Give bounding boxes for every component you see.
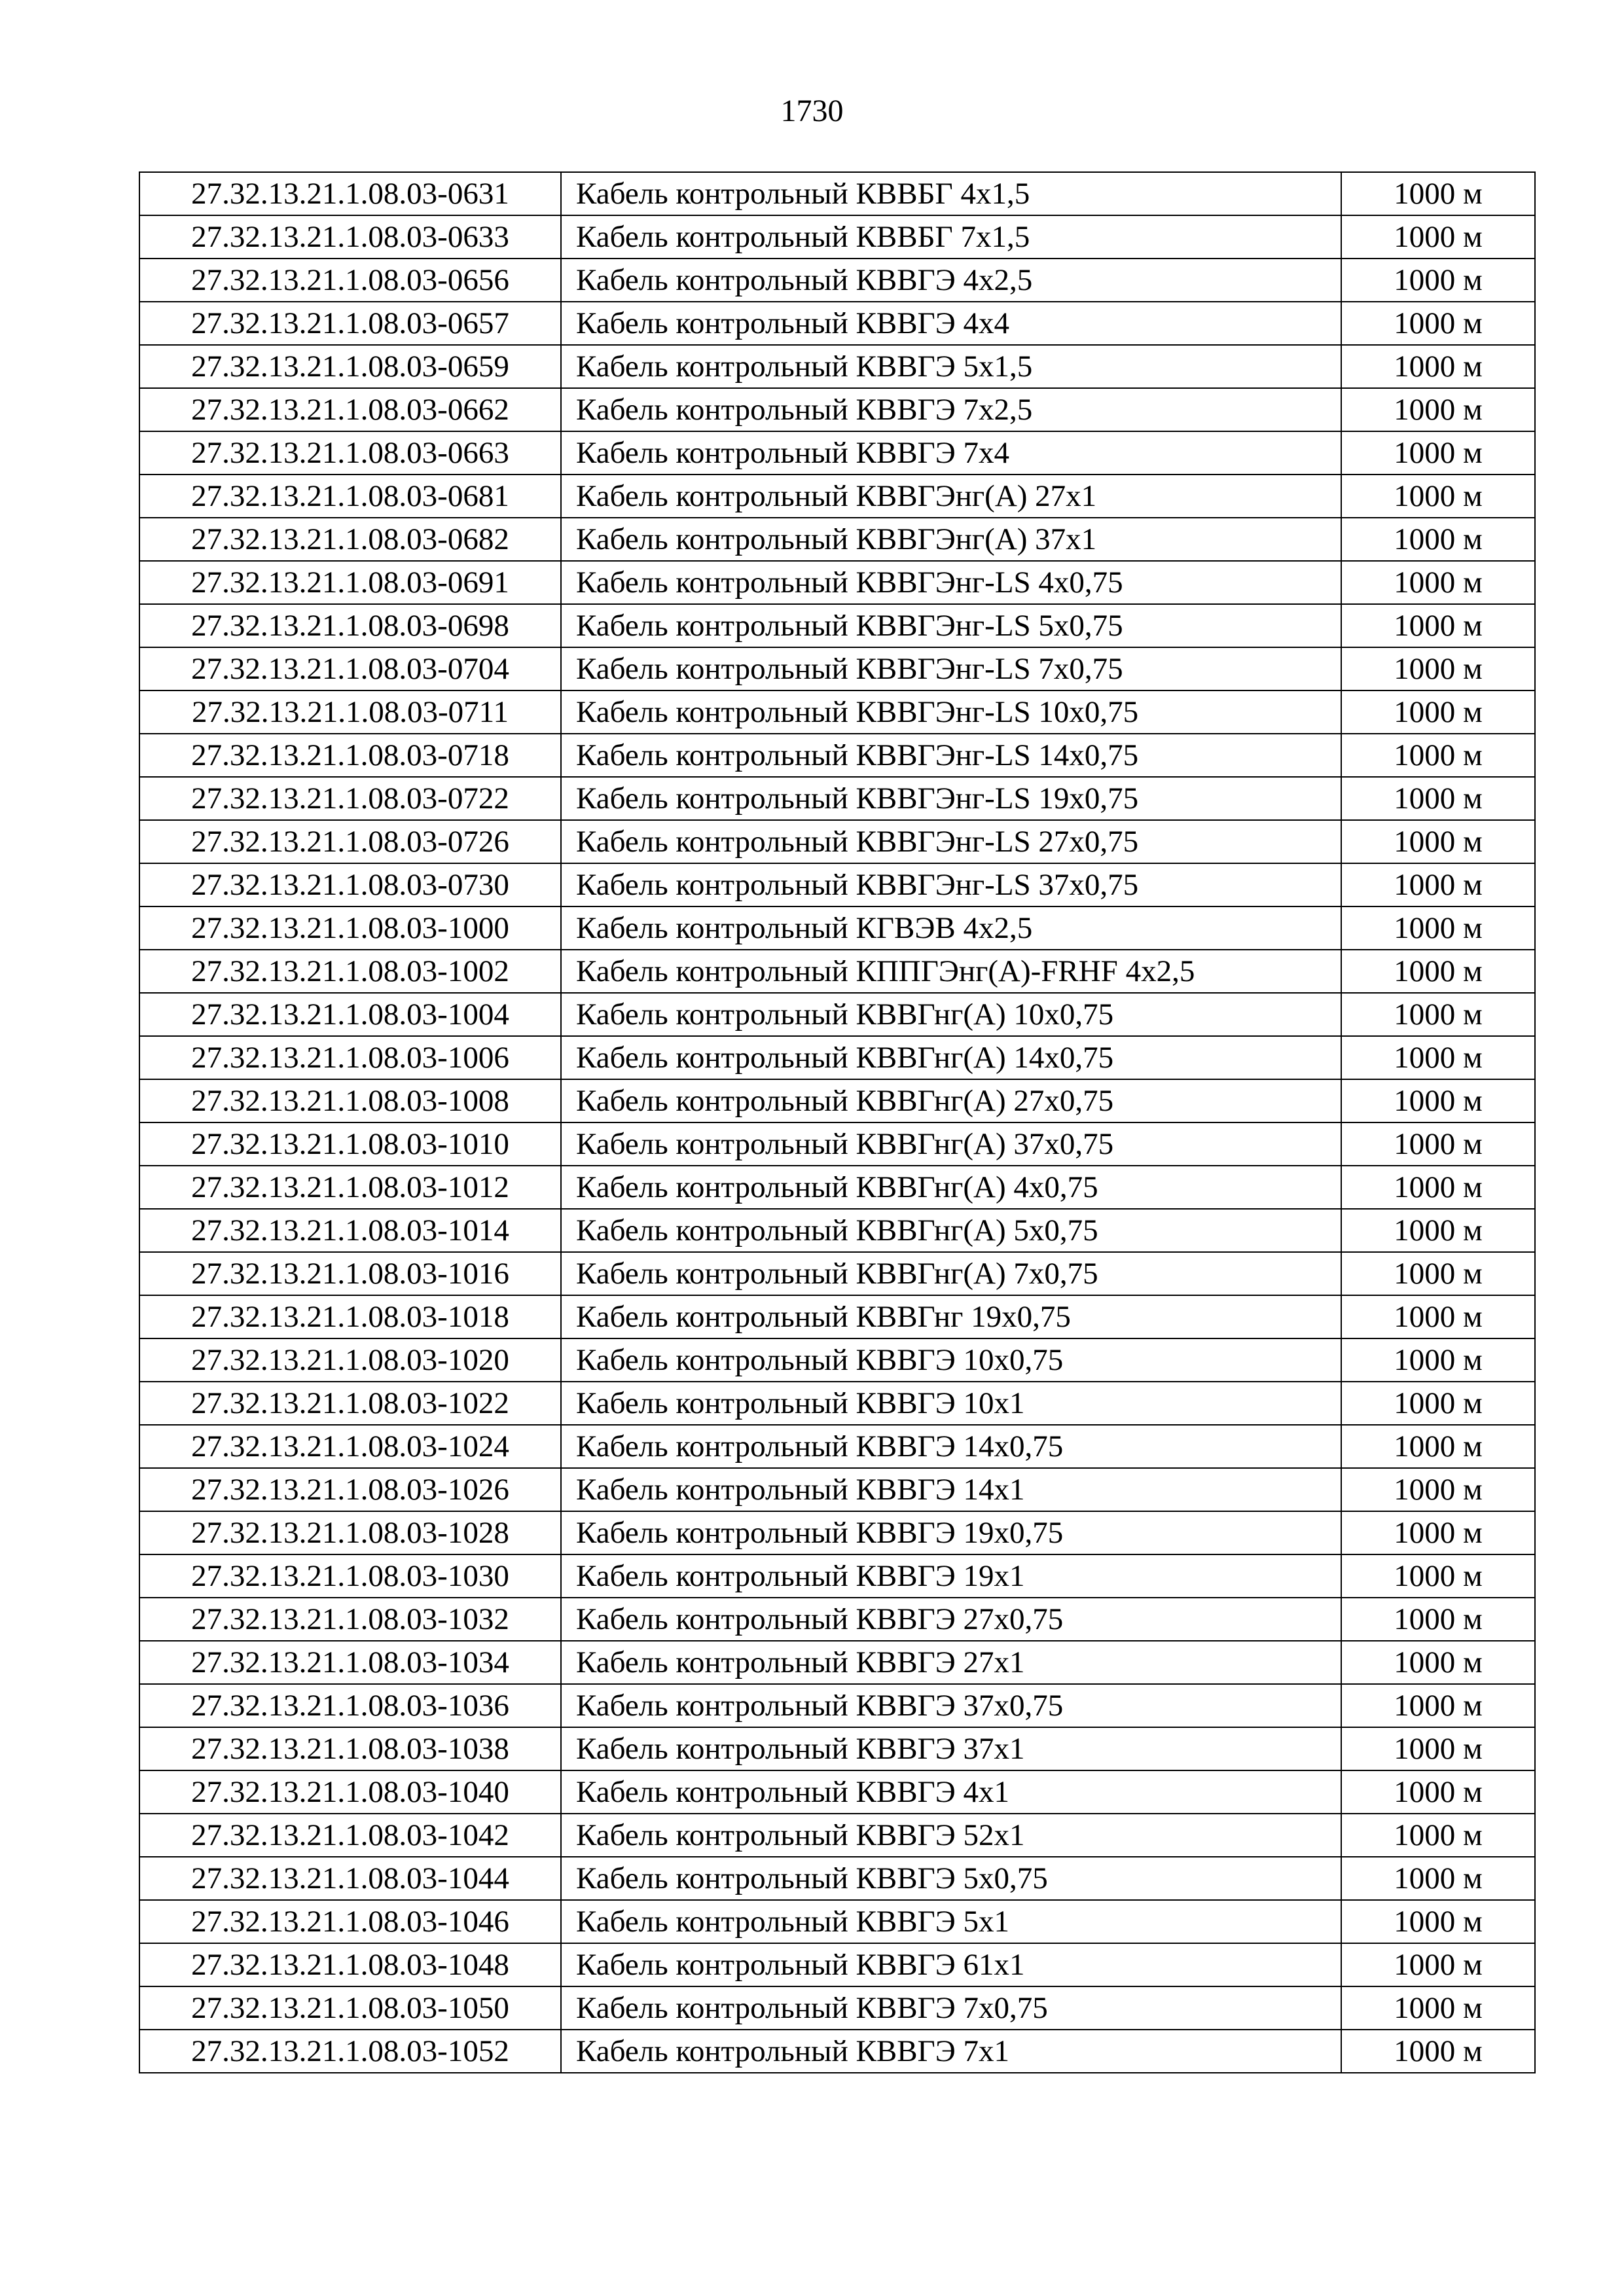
- row-unit: 1000 м: [1341, 906, 1535, 950]
- table-row: [139, 431, 1535, 475]
- row-code: 27.32.13.21.1.08.03-0711: [139, 691, 561, 734]
- table-row: [139, 518, 1535, 561]
- row-code: 27.32.13.21.1.08.03-1034: [139, 1641, 561, 1684]
- row-code: 27.32.13.21.1.08.03-0722: [139, 777, 561, 820]
- table-row: [139, 604, 1535, 647]
- row-name: Кабель контрольный КВВБГ 4х1,5: [561, 172, 1341, 215]
- row-name: Кабель контрольный КВВГЭнг-LS 7х0,75: [561, 647, 1341, 691]
- table-row: [139, 863, 1535, 906]
- table-row: [139, 820, 1535, 863]
- row-unit: 1000 м: [1341, 820, 1535, 863]
- row-name: Кабель контрольный КВВГЭ 37х0,75: [561, 1684, 1341, 1727]
- table-row: [139, 647, 1535, 691]
- table-row: [139, 561, 1535, 604]
- row-code: 27.32.13.21.1.08.03-1002: [139, 950, 561, 993]
- table-row: [139, 1857, 1535, 1900]
- row-name: Кабель контрольный КППГЭнг(А)-FRHF 4х2,5: [561, 950, 1341, 993]
- table-row: [139, 734, 1535, 777]
- row-name: Кабель контрольный КВВГЭ 27х1: [561, 1641, 1341, 1684]
- row-unit: 1000 м: [1341, 777, 1535, 820]
- row-name: Кабель контрольный КГВЭВ 4х2,5: [561, 906, 1341, 950]
- row-name: Кабель контрольный КВВГнг(А) 37х0,75: [561, 1122, 1341, 1166]
- row-name: Кабель контрольный КВВГЭ 27х0,75: [561, 1598, 1341, 1641]
- row-name: Кабель контрольный КВВГЭнг(А) 37х1: [561, 518, 1341, 561]
- table-row: [139, 1770, 1535, 1814]
- row-code: 27.32.13.21.1.08.03-1024: [139, 1425, 561, 1468]
- row-name: Кабель контрольный КВВГЭ 10х1: [561, 1382, 1341, 1425]
- table-row: [139, 1295, 1535, 1338]
- row-name: Кабель контрольный КВВГЭ 7х2,5: [561, 388, 1341, 431]
- row-unit: 1000 м: [1341, 345, 1535, 388]
- row-name: Кабель контрольный КВВГЭнг(А) 27х1: [561, 475, 1341, 518]
- row-code: 27.32.13.21.1.08.03-0663: [139, 431, 561, 475]
- row-code: 27.32.13.21.1.08.03-1050: [139, 1986, 561, 2030]
- table-row: [139, 1252, 1535, 1295]
- row-code: 27.32.13.21.1.08.03-0704: [139, 647, 561, 691]
- table-row: [139, 1641, 1535, 1684]
- row-unit: 1000 м: [1341, 1122, 1535, 1166]
- row-unit: 1000 м: [1341, 172, 1535, 215]
- row-code: 27.32.13.21.1.08.03-1016: [139, 1252, 561, 1295]
- table-row: [139, 1684, 1535, 1727]
- row-code: 27.32.13.21.1.08.03-1028: [139, 1511, 561, 1554]
- row-code: 27.32.13.21.1.08.03-1018: [139, 1295, 561, 1338]
- row-unit: 1000 м: [1341, 734, 1535, 777]
- row-code: 27.32.13.21.1.08.03-1008: [139, 1079, 561, 1122]
- table-row: [139, 1598, 1535, 1641]
- table-body: [139, 172, 1535, 2073]
- row-code: 27.32.13.21.1.08.03-1048: [139, 1943, 561, 1986]
- table-row: [139, 950, 1535, 993]
- table-row: [139, 906, 1535, 950]
- row-name: Кабель контрольный КВВГЭ 7х4: [561, 431, 1341, 475]
- row-unit: 1000 м: [1341, 1295, 1535, 1338]
- row-unit: 1000 м: [1341, 431, 1535, 475]
- row-unit: 1000 м: [1341, 1770, 1535, 1814]
- table-row: [139, 1986, 1535, 2030]
- row-code: 27.32.13.21.1.08.03-1006: [139, 1036, 561, 1079]
- row-code: 27.32.13.21.1.08.03-1052: [139, 2030, 561, 2073]
- row-name: Кабель контрольный КВВГнг(А) 7х0,75: [561, 1252, 1341, 1295]
- table-row: [139, 302, 1535, 345]
- row-name: Кабель контрольный КВВГЭнг-LS 5х0,75: [561, 604, 1341, 647]
- row-unit: 1000 м: [1341, 302, 1535, 345]
- row-code: 27.32.13.21.1.08.03-1030: [139, 1554, 561, 1598]
- row-code: 27.32.13.21.1.08.03-1046: [139, 1900, 561, 1943]
- row-unit: 1000 м: [1341, 691, 1535, 734]
- row-code: 27.32.13.21.1.08.03-1022: [139, 1382, 561, 1425]
- row-name: Кабель контрольный КВВГЭнг-LS 19х0,75: [561, 777, 1341, 820]
- table-row: [139, 475, 1535, 518]
- row-name: Кабель контрольный КВВГнг(А) 14х0,75: [561, 1036, 1341, 1079]
- row-unit: 1000 м: [1341, 259, 1535, 302]
- row-unit: 1000 м: [1341, 1943, 1535, 1986]
- row-code: 27.32.13.21.1.08.03-0657: [139, 302, 561, 345]
- row-unit: 1000 м: [1341, 1814, 1535, 1857]
- row-unit: 1000 м: [1341, 1641, 1535, 1684]
- row-name: Кабель контрольный КВВГЭ 4х4: [561, 302, 1341, 345]
- row-code: 27.32.13.21.1.08.03-0681: [139, 475, 561, 518]
- row-name: Кабель контрольный КВВГнг 19х0,75: [561, 1295, 1341, 1338]
- row-unit: 1000 м: [1341, 1252, 1535, 1295]
- row-code: 27.32.13.21.1.08.03-1040: [139, 1770, 561, 1814]
- row-unit: 1000 м: [1341, 1554, 1535, 1598]
- table-row: [139, 993, 1535, 1036]
- row-name: Кабель контрольный КВВГЭ 14х0,75: [561, 1425, 1341, 1468]
- row-unit: 1000 м: [1341, 1511, 1535, 1554]
- row-code: 27.32.13.21.1.08.03-1010: [139, 1122, 561, 1166]
- row-unit: 1000 м: [1341, 215, 1535, 259]
- row-code: 27.32.13.21.1.08.03-1020: [139, 1338, 561, 1382]
- row-name: Кабель контрольный КВВГЭ 5х1,5: [561, 345, 1341, 388]
- table-row: [139, 1382, 1535, 1425]
- row-code: 27.32.13.21.1.08.03-1038: [139, 1727, 561, 1770]
- row-name: Кабель контрольный КВВГЭнг-LS 14х0,75: [561, 734, 1341, 777]
- table-row: [139, 172, 1535, 215]
- table-row: [139, 1943, 1535, 1986]
- row-code: 27.32.13.21.1.08.03-1042: [139, 1814, 561, 1857]
- table-row: [139, 1425, 1535, 1468]
- row-code: 27.32.13.21.1.08.03-0631: [139, 172, 561, 215]
- row-code: 27.32.13.21.1.08.03-1036: [139, 1684, 561, 1727]
- table-row: [139, 1511, 1535, 1554]
- row-name: Кабель контрольный КВВГЭ 61х1: [561, 1943, 1341, 1986]
- row-code: 27.32.13.21.1.08.03-1004: [139, 993, 561, 1036]
- row-unit: 1000 м: [1341, 2030, 1535, 2073]
- row-code: 27.32.13.21.1.08.03-0659: [139, 345, 561, 388]
- row-unit: 1000 м: [1341, 1036, 1535, 1079]
- row-code: 27.32.13.21.1.08.03-1026: [139, 1468, 561, 1511]
- table-row: [139, 1079, 1535, 1122]
- row-name: Кабель контрольный КВВГЭ 19х0,75: [561, 1511, 1341, 1554]
- table-row: [139, 1814, 1535, 1857]
- row-code: 27.32.13.21.1.08.03-0726: [139, 820, 561, 863]
- row-unit: 1000 м: [1341, 950, 1535, 993]
- row-unit: 1000 м: [1341, 1857, 1535, 1900]
- row-name: Кабель контрольный КВВГЭ 5х1: [561, 1900, 1341, 1943]
- row-name: Кабель контрольный КВВГЭ 14х1: [561, 1468, 1341, 1511]
- resource-table: [139, 171, 1536, 2073]
- row-code: 27.32.13.21.1.08.03-0698: [139, 604, 561, 647]
- row-name: Кабель контрольный КВВГЭ 10х0,75: [561, 1338, 1341, 1382]
- row-code: 27.32.13.21.1.08.03-0691: [139, 561, 561, 604]
- table-row: [139, 777, 1535, 820]
- row-code: 27.32.13.21.1.08.03-1044: [139, 1857, 561, 1900]
- table-row: [139, 345, 1535, 388]
- row-name: Кабель контрольный КВВГЭ 4х2,5: [561, 259, 1341, 302]
- table-row: [139, 2030, 1535, 2073]
- row-unit: 1000 м: [1341, 604, 1535, 647]
- table-row: [139, 259, 1535, 302]
- row-name: Кабель контрольный КВВГнг(А) 5х0,75: [561, 1209, 1341, 1252]
- row-unit: 1000 м: [1341, 1727, 1535, 1770]
- row-code: 27.32.13.21.1.08.03-0656: [139, 259, 561, 302]
- table-row: [139, 215, 1535, 259]
- table-row: [139, 1338, 1535, 1382]
- row-name: Кабель контрольный КВВГЭ 52х1: [561, 1814, 1341, 1857]
- table-row: [139, 1900, 1535, 1943]
- row-unit: 1000 м: [1341, 518, 1535, 561]
- row-unit: 1000 м: [1341, 647, 1535, 691]
- row-unit: 1000 м: [1341, 1382, 1535, 1425]
- row-code: 27.32.13.21.1.08.03-0730: [139, 863, 561, 906]
- row-unit: 1000 м: [1341, 863, 1535, 906]
- row-unit: 1000 м: [1341, 475, 1535, 518]
- row-code: 27.32.13.21.1.08.03-1014: [139, 1209, 561, 1252]
- row-name: Кабель контрольный КВВГЭ 37х1: [561, 1727, 1341, 1770]
- row-name: Кабель контрольный КВВГЭ 5х0,75: [561, 1857, 1341, 1900]
- row-unit: 1000 м: [1341, 1079, 1535, 1122]
- row-name: Кабель контрольный КВВГЭнг-LS 4х0,75: [561, 561, 1341, 604]
- row-code: 27.32.13.21.1.08.03-1012: [139, 1166, 561, 1209]
- row-unit: 1000 м: [1341, 1425, 1535, 1468]
- row-unit: 1000 м: [1341, 1684, 1535, 1727]
- row-name: Кабель контрольный КВВГЭ 19х1: [561, 1554, 1341, 1598]
- table-row: [139, 388, 1535, 431]
- table-row: [139, 1727, 1535, 1770]
- row-code: 27.32.13.21.1.08.03-1032: [139, 1598, 561, 1641]
- table-row: [139, 1468, 1535, 1511]
- row-unit: 1000 м: [1341, 561, 1535, 604]
- row-name: Кабель контрольный КВВГЭнг-LS 37х0,75: [561, 863, 1341, 906]
- row-name: Кабель контрольный КВВГЭ 7х1: [561, 2030, 1341, 2073]
- row-unit: 1000 м: [1341, 1598, 1535, 1641]
- row-name: Кабель контрольный КВВГЭ 4х1: [561, 1770, 1341, 1814]
- row-name: Кабель контрольный КВВГнг(А) 27х0,75: [561, 1079, 1341, 1122]
- row-unit: 1000 м: [1341, 1468, 1535, 1511]
- table-row: [139, 1554, 1535, 1598]
- row-code: 27.32.13.21.1.08.03-0633: [139, 215, 561, 259]
- table-row: [139, 691, 1535, 734]
- row-name: Кабель контрольный КВВГЭ 7х0,75: [561, 1986, 1341, 2030]
- row-unit: 1000 м: [1341, 1338, 1535, 1382]
- row-unit: 1000 м: [1341, 1986, 1535, 2030]
- page-number: 1730: [780, 94, 844, 128]
- table-row: [139, 1122, 1535, 1166]
- row-name: Кабель контрольный КВВГЭнг-LS 10х0,75: [561, 691, 1341, 734]
- row-code: 27.32.13.21.1.08.03-0682: [139, 518, 561, 561]
- row-unit: 1000 м: [1341, 1209, 1535, 1252]
- table-row: [139, 1166, 1535, 1209]
- row-code: 27.32.13.21.1.08.03-0718: [139, 734, 561, 777]
- row-code: 27.32.13.21.1.08.03-0662: [139, 388, 561, 431]
- row-unit: 1000 м: [1341, 388, 1535, 431]
- row-name: Кабель контрольный КВВГЭнг-LS 27х0,75: [561, 820, 1341, 863]
- table-row: [139, 1036, 1535, 1079]
- row-name: Кабель контрольный КВВГнг(А) 10х0,75: [561, 993, 1341, 1036]
- table-row: [139, 1209, 1535, 1252]
- row-unit: 1000 м: [1341, 993, 1535, 1036]
- row-code: 27.32.13.21.1.08.03-1000: [139, 906, 561, 950]
- row-name: Кабель контрольный КВВБГ 7х1,5: [561, 215, 1341, 259]
- row-unit: 1000 м: [1341, 1166, 1535, 1209]
- row-name: Кабель контрольный КВВГнг(А) 4х0,75: [561, 1166, 1341, 1209]
- row-unit: 1000 м: [1341, 1900, 1535, 1943]
